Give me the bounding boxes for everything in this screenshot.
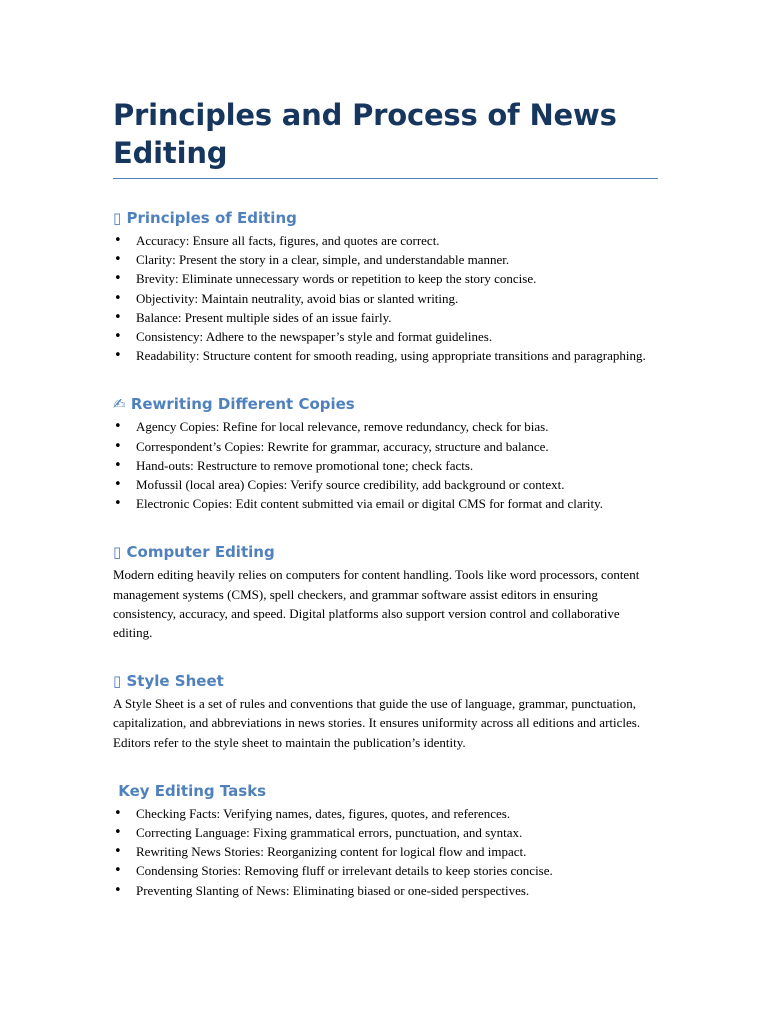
section-heading-text: Computer Editing (126, 543, 275, 562)
section-3 (113, 542, 658, 642)
missing-glyph-icon: ▯ (113, 543, 122, 562)
section-heading-text: Key Editing Tasks (118, 781, 267, 800)
section-heading (113, 781, 658, 801)
section-heading (113, 394, 658, 414)
section-heading-text: Rewriting Different Copies (130, 395, 355, 414)
section-heading (113, 208, 658, 228)
list-item: • Clarity: Present the story in a clear, simple, and understandable manner. (113, 250, 658, 269)
list-item: • Accuracy: Ensure all facts, figures, and quotes are correct. (113, 231, 658, 250)
section-paragraph: A Style Sheet is a set of rules and conventions that guide the use of language, grammar, punctuation, capitalization, and abbreviations in news stories. It ensures uniformity across all editions and articles. Editors refer to the style sheet to maintain the publication’s identity. (113, 696, 641, 750)
bullet-list (113, 417, 658, 513)
list-item: • Hand-outs: Restructure to remove promotional tone; check facts. (113, 456, 658, 475)
title-divider (113, 178, 658, 179)
list-item: • Rewriting News Stories: Reorganizing content for logical flow and impact. (113, 842, 658, 861)
list-item: • Condensing Stories: Removing fluff or irrelevant details to keep stories concise. (113, 861, 658, 880)
list-item: • Electronic Copies: Edit content submitted via email or digital CMS for format and clarity. (113, 494, 658, 513)
section-heading (113, 671, 658, 691)
list-item: • Correcting Language: Fixing grammatical errors, punctuation, and syntax. (113, 823, 658, 842)
list-item: • Preventing Slanting of News: Eliminating biased or one-sided perspectives. (113, 881, 658, 900)
document-content (113, 96, 658, 900)
list-item: • Consistency: Adhere to the newspaper’s style and format guidelines. (113, 327, 658, 346)
sections-container (113, 208, 658, 900)
list-item: • Correspondent’s Copies: Rewrite for grammar, accuracy, structure and balance. (113, 437, 658, 456)
missing-glyph-icon: ▯ (113, 672, 122, 691)
list-item: • Mofussil (local area) Copies: Verify source credibility, add background or context. (113, 475, 658, 494)
list-item: • Readability: Structure content for smooth reading, using appropriate transitions and paragraphing. (113, 346, 658, 365)
section-paragraph: Modern editing heavily relies on computers for content handling. Tools like word processors, content management systems (CMS), spell checkers, and grammar software assist editors in ensuring consistency, accuracy, and speed. Digital platforms also support version control and collaborative editing. (113, 567, 640, 641)
section-5 (113, 781, 658, 900)
section-heading (113, 542, 658, 562)
page-title: Principles and Process of News Editing (113, 98, 617, 170)
section-heading-text: Style Sheet (126, 672, 224, 691)
list-item: • Balance: Present multiple sides of an issue fairly. (113, 308, 658, 327)
missing-glyph-icon: ▯ (113, 209, 122, 227)
bullet-list (113, 804, 658, 900)
writing-hand-icon: ✍ (113, 395, 126, 414)
list-item: • Agency Copies: Refine for local relevance, remove redundancy, check for bias. (113, 417, 658, 436)
section-1 (113, 208, 658, 365)
section-4 (113, 671, 658, 752)
list-item: • Brevity: Eliminate unnecessary words or repetition to keep the story concise. (113, 269, 658, 288)
bullet-list (113, 231, 658, 365)
list-item: • Objectivity: Maintain neutrality, avoid bias or slanted writing. (113, 289, 658, 308)
list-item: • Checking Facts: Verifying names, dates, figures, quotes, and references. (113, 804, 658, 823)
section-2 (113, 394, 658, 513)
section-heading-text: Principles of Editing (126, 209, 297, 227)
